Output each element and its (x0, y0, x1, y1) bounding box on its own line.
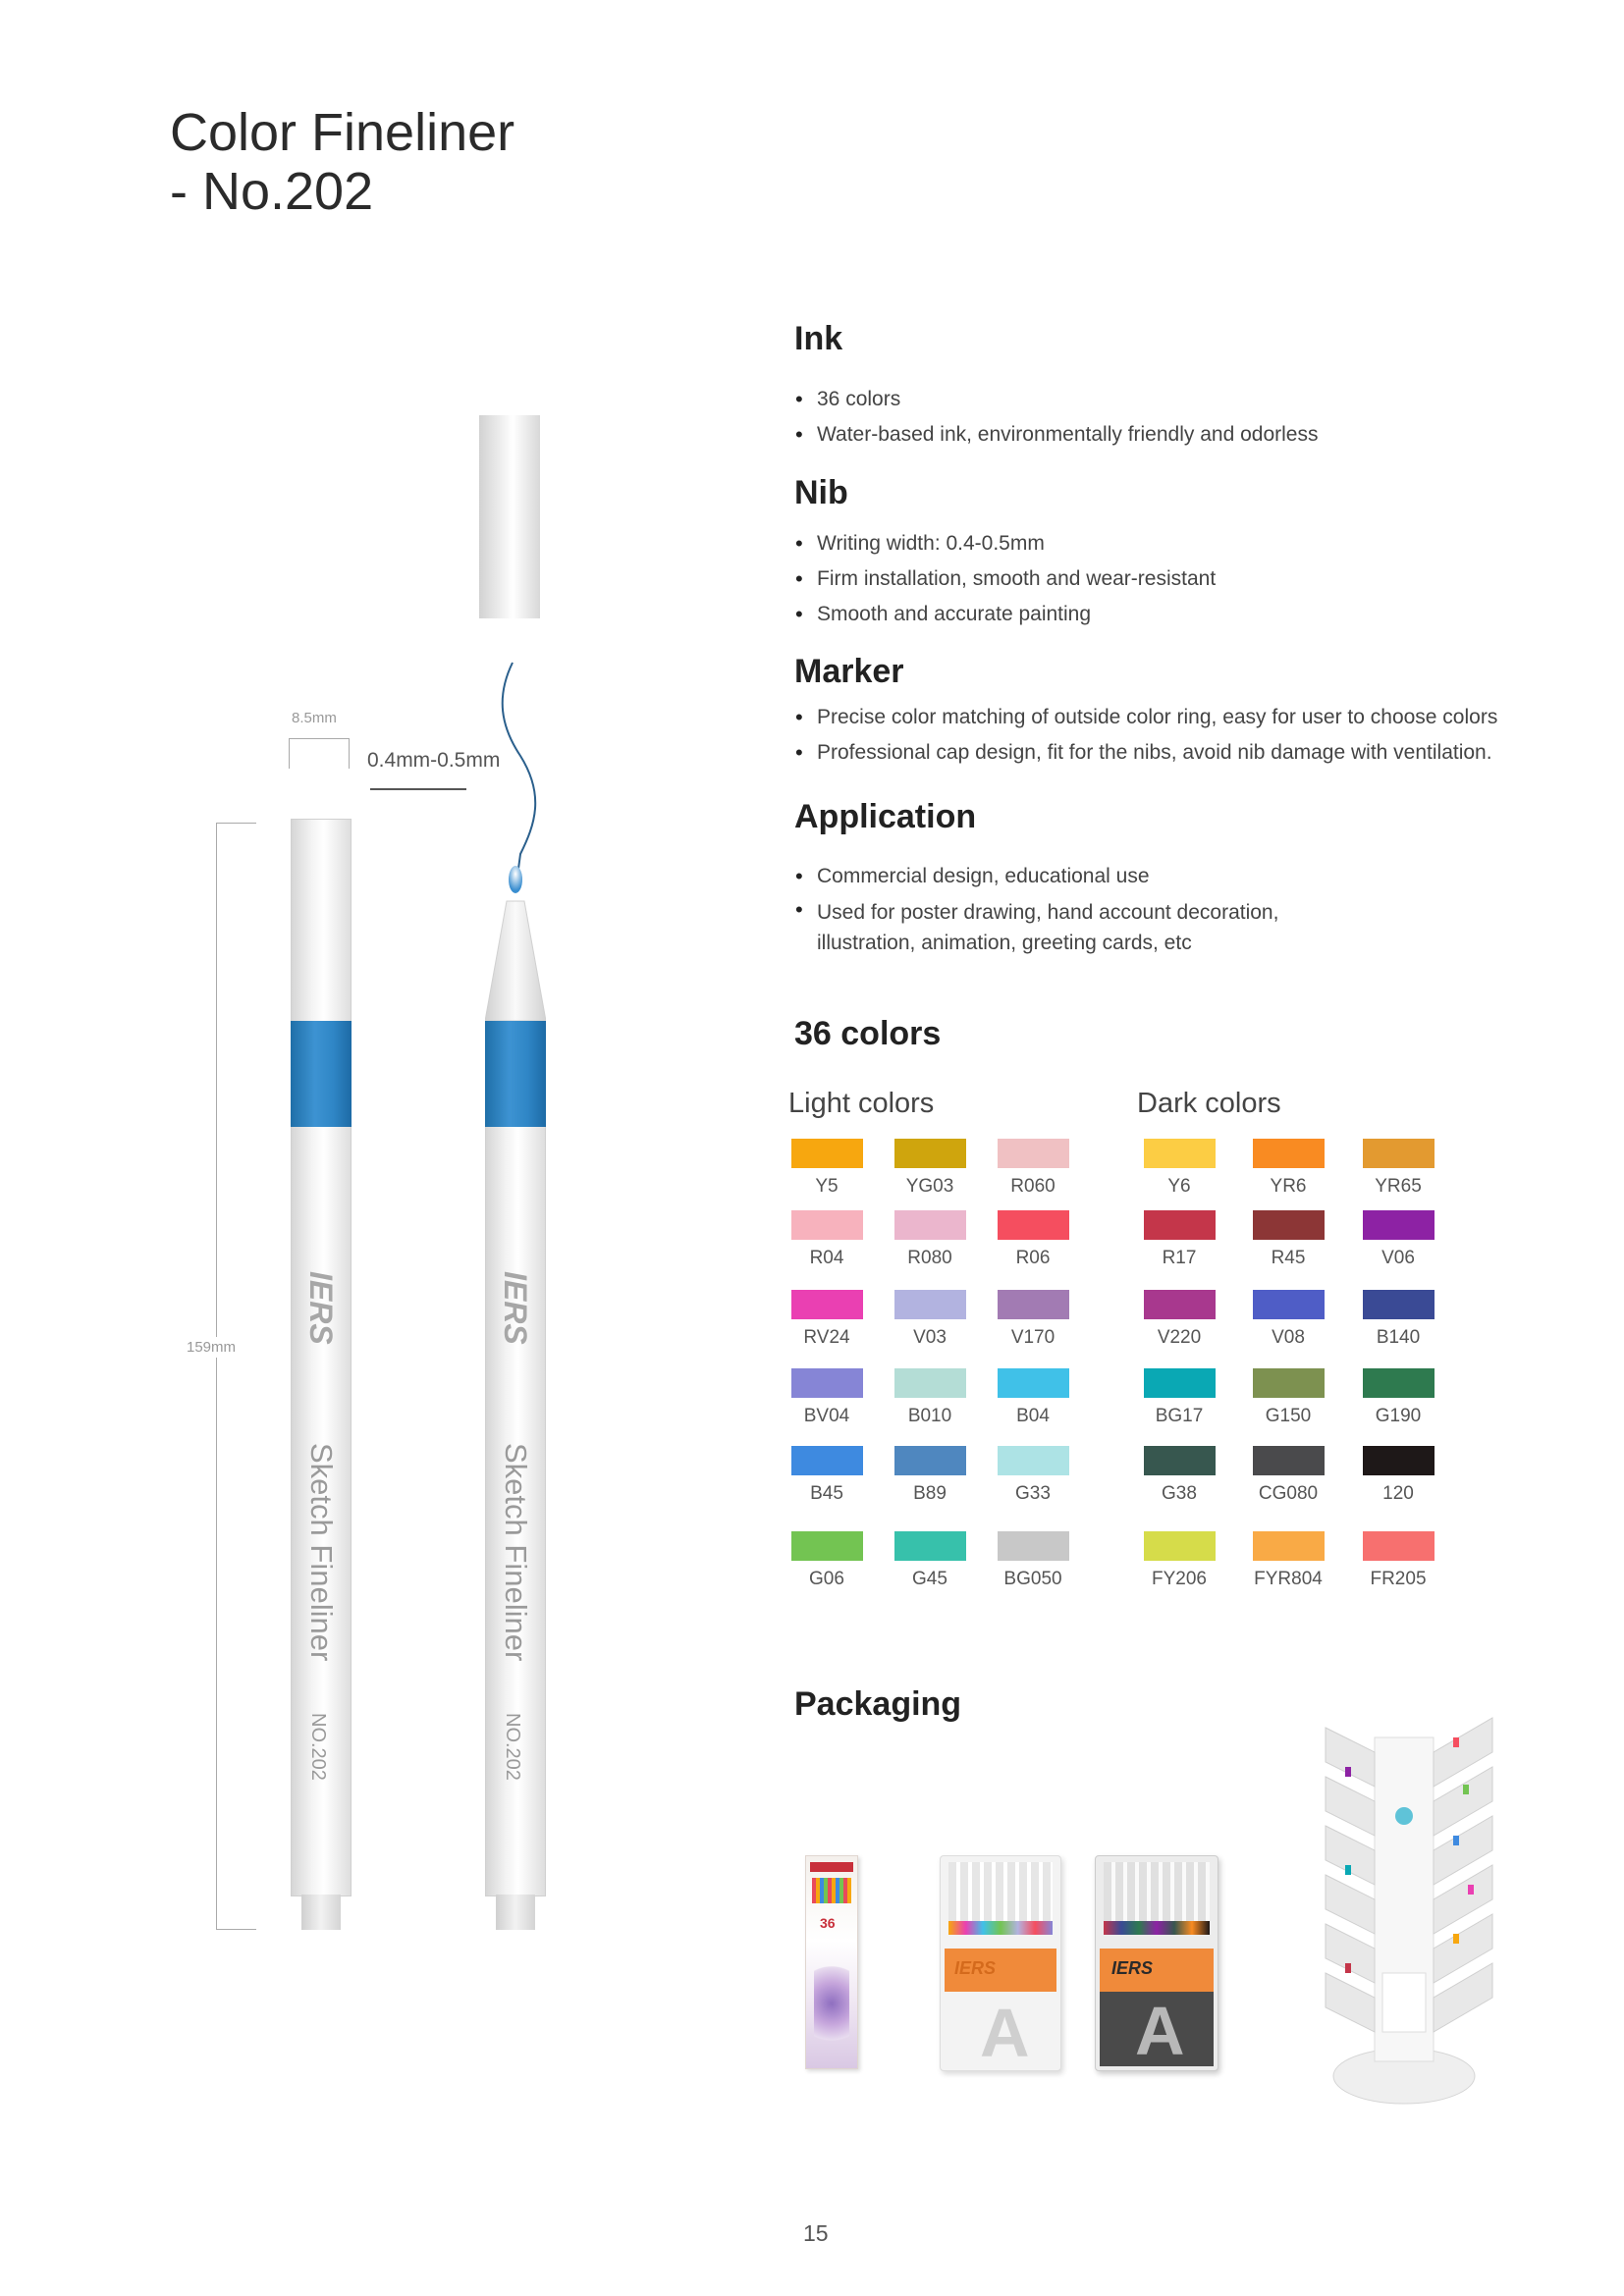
pen-right-model: NO.202 (502, 1713, 523, 1781)
light-color-swatch-code: YG03 (905, 1176, 954, 1197)
colors-heading: 36 colors (794, 1015, 942, 1052)
width-dimension-label: 8.5mm (292, 710, 337, 726)
dark-color-swatch (1253, 1290, 1325, 1319)
dark-color-swatch (1253, 1531, 1325, 1561)
box-color-bar (812, 1878, 851, 1903)
light-color-swatch-code: G33 (1015, 1483, 1051, 1504)
pen-left-end (301, 1895, 341, 1930)
dark-pouch-pens (1104, 1862, 1210, 1929)
nib-list (793, 526, 1579, 632)
ink-item: • Water-based ink, environmentally friendly and odorless (793, 417, 1579, 453)
marker-list (793, 700, 1598, 771)
ink-item: • 36 colors (793, 382, 1579, 417)
light-color-swatch-code: V03 (913, 1327, 947, 1348)
light-color-swatch-code: R04 (809, 1248, 844, 1268)
dark-color-swatch-code: Y6 (1167, 1176, 1191, 1197)
light-color-swatch-code: RV24 (803, 1327, 850, 1348)
application-heading: Application (794, 798, 977, 835)
dark-color-swatch-code: FYR804 (1254, 1569, 1323, 1589)
box-brand-strip (810, 1862, 853, 1872)
width-dimension-bracket (289, 738, 350, 769)
light-color-swatch (998, 1531, 1069, 1561)
title-line-1: Color Fineliner (170, 103, 515, 162)
light-color-swatch-code: B89 (913, 1483, 947, 1504)
package-pouch-light-image (940, 1855, 1061, 2071)
light-color-swatch (894, 1139, 966, 1168)
light-color-swatch (791, 1290, 863, 1319)
light-color-swatch-code: B04 (1016, 1406, 1050, 1426)
dark-pouch-bottom (1100, 1992, 1214, 2069)
pen-left-color-ring (291, 1021, 352, 1127)
dark-color-swatch (1144, 1446, 1216, 1475)
dark-colors-label: Dark colors (1137, 1088, 1281, 1119)
page-number: 15 (803, 2220, 829, 2246)
light-color-swatch (791, 1446, 863, 1475)
dark-color-swatch-code: G38 (1162, 1483, 1197, 1504)
light-color-swatch (791, 1139, 863, 1168)
dark-color-swatch (1144, 1368, 1216, 1398)
light-color-swatch (998, 1139, 1069, 1168)
dark-color-swatch-code: G190 (1375, 1406, 1422, 1426)
marker-item: • Precise color matching of outside color ring, easy for user to choose colors (793, 700, 1598, 735)
dark-color-swatch-code: YR6 (1270, 1176, 1307, 1197)
dark-pouch-color-caps (1104, 1921, 1210, 1935)
dark-color-swatch (1144, 1531, 1216, 1561)
title-line-2: - No.202 (170, 162, 374, 221)
dark-color-swatch-code: V06 (1381, 1248, 1415, 1268)
application-item: • Used for poster drawing, hand account decoration, illustration, animation, greeting cards, etc (793, 894, 1324, 958)
dark-color-swatch (1253, 1210, 1325, 1240)
marker-item: • Professional cap design, fit for the nibs, avoid nib damage with ventilation. (793, 735, 1598, 771)
length-dimension-bracket (216, 823, 256, 1930)
pen-right-brand: IERS (498, 1271, 533, 1345)
dark-color-swatch (1253, 1368, 1325, 1398)
dark-color-swatch (1363, 1210, 1435, 1240)
dark-color-swatch (1144, 1210, 1216, 1240)
package-pouch-dark-image (1095, 1855, 1218, 2071)
light-color-swatch-code: R080 (907, 1248, 952, 1268)
light-color-swatch (894, 1210, 966, 1240)
pen-right-name: Sketch Fineliner (499, 1443, 533, 1662)
dark-color-swatch (1363, 1531, 1435, 1561)
dark-color-swatch (1363, 1139, 1435, 1168)
pen-left-model: NO.202 (307, 1713, 329, 1781)
light-color-swatch (791, 1368, 863, 1398)
pen-right-end (496, 1895, 535, 1930)
application-list (793, 859, 1324, 958)
box-artwork (814, 1954, 849, 2053)
pouch-color-caps (948, 1921, 1053, 1935)
light-color-swatch-code: BV04 (803, 1406, 850, 1426)
dark-color-swatch-code: FR205 (1370, 1569, 1427, 1589)
nib-item: • Writing width: 0.4-0.5mm (793, 526, 1579, 561)
light-color-swatch-code: R060 (1010, 1176, 1056, 1197)
light-color-swatch-code: G45 (912, 1569, 947, 1589)
box-number: 36 (820, 1915, 836, 1931)
light-color-swatch-code: V170 (1010, 1327, 1056, 1348)
dark-pouch-letter-art: A (1135, 1993, 1185, 2069)
dark-color-swatch-code: V220 (1157, 1327, 1202, 1348)
pen-right-color-ring (485, 1021, 546, 1127)
dark-pouch-label (1100, 1949, 1214, 1992)
dark-color-swatch (1144, 1290, 1216, 1319)
dark-pouch-brand: IERS (1111, 1958, 1154, 1978)
dark-color-swatch-code: YR65 (1375, 1176, 1422, 1197)
dark-color-swatch-code: G150 (1265, 1406, 1312, 1426)
nib-heading: Nib (794, 474, 848, 511)
ink-heading: Ink (794, 320, 843, 357)
dark-color-swatch-code: R17 (1162, 1248, 1197, 1268)
dark-color-swatch-code: B140 (1376, 1327, 1421, 1348)
light-color-swatch (998, 1210, 1069, 1240)
light-colors-label: Light colors (788, 1088, 935, 1119)
application-item: • Commercial design, educational use (793, 859, 1324, 894)
dark-color-swatch-code: V08 (1272, 1327, 1305, 1348)
pouch-brand: IERS (954, 1958, 997, 1978)
tip-dimension-line (370, 788, 466, 790)
nib-item: • Smooth and accurate painting (793, 597, 1579, 632)
light-color-swatch (791, 1531, 863, 1561)
light-color-swatch (894, 1531, 966, 1561)
length-dimension-label: 159mm (187, 1339, 237, 1356)
dark-color-swatch-code: R45 (1271, 1248, 1306, 1268)
dark-color-swatch (1363, 1290, 1435, 1319)
ink-list (793, 382, 1579, 453)
dark-color-swatch (1253, 1446, 1325, 1475)
pen-cap (479, 415, 540, 618)
light-color-swatch (894, 1446, 966, 1475)
display-rack-image (1306, 1698, 1502, 2110)
packaging-heading: Packaging (794, 1685, 962, 1723)
pen-illustration (0, 0, 785, 1963)
marker-heading: Marker (794, 653, 904, 690)
light-color-swatch-code: G06 (809, 1569, 844, 1589)
pen-left-brand: IERS (303, 1271, 339, 1345)
pouch-label (945, 1949, 1056, 1992)
pouch-pens (948, 1862, 1053, 1929)
light-color-swatch (894, 1368, 966, 1398)
light-color-swatch (894, 1290, 966, 1319)
dark-color-swatch (1253, 1139, 1325, 1168)
package-box-image (805, 1855, 858, 2069)
dark-color-swatch-code: BG17 (1155, 1406, 1204, 1426)
light-color-swatch-code: R06 (1015, 1248, 1051, 1268)
light-color-swatch (998, 1446, 1069, 1475)
light-color-swatch-code: B010 (907, 1406, 952, 1426)
dark-color-swatch (1363, 1446, 1435, 1475)
light-color-swatch-code: BG050 (1003, 1569, 1062, 1589)
light-color-swatch-code: Y5 (815, 1176, 839, 1197)
dark-color-swatch-code: CG080 (1258, 1483, 1319, 1504)
dark-color-swatch (1144, 1139, 1216, 1168)
pen-left-name: Sketch Fineliner (304, 1443, 339, 1662)
dark-color-swatch-code: 120 (1382, 1483, 1414, 1504)
pouch-letter-art: A (980, 1995, 1030, 2071)
pen-right-tip (485, 854, 546, 1021)
nib-item: • Firm installation, smooth and wear-resistant (793, 561, 1579, 597)
dark-color-swatch (1363, 1368, 1435, 1398)
light-color-swatch (791, 1210, 863, 1240)
light-color-swatch (998, 1290, 1069, 1319)
light-color-swatch-code: B45 (810, 1483, 843, 1504)
tip-dimension-label: 0.4mm-0.5mm (367, 749, 501, 772)
dark-color-swatch-code: FY206 (1152, 1569, 1207, 1589)
light-color-swatch (998, 1368, 1069, 1398)
